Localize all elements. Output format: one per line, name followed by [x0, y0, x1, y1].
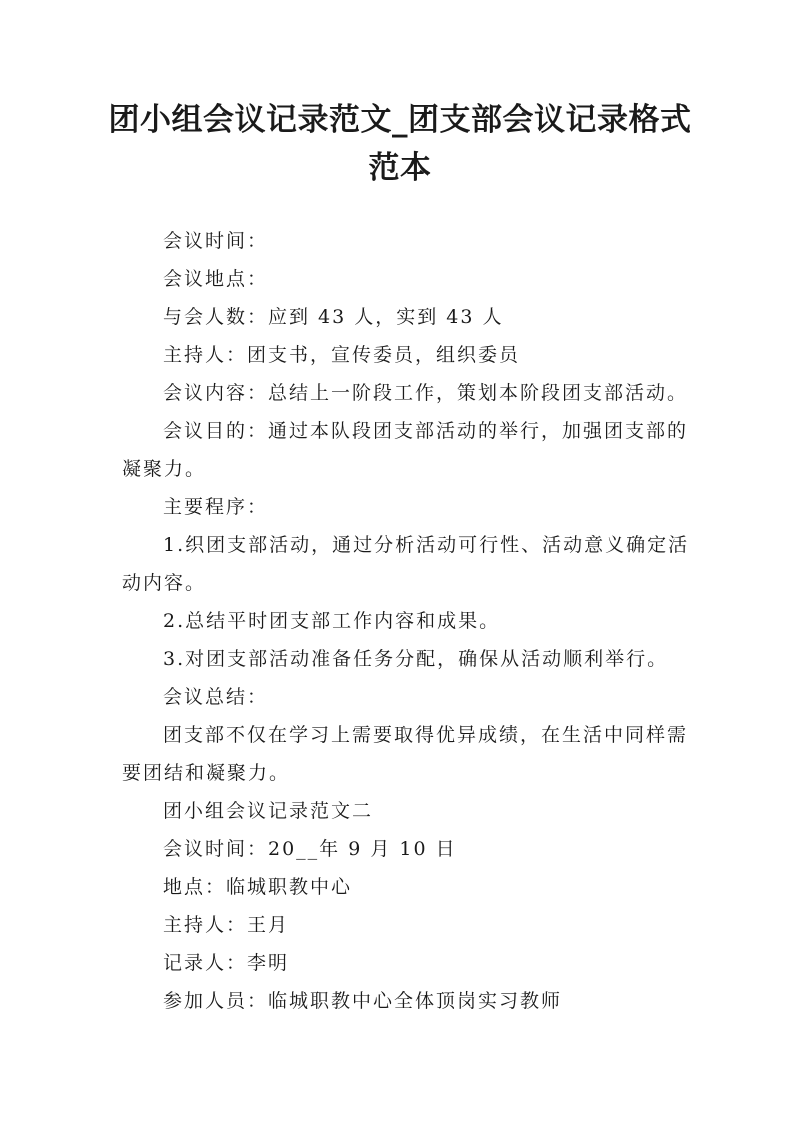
- paragraph-sample-two-heading: 团小组会议记录范文二: [163, 800, 374, 822]
- paragraph-meeting-time: 会议时间：: [163, 230, 269, 252]
- paragraph-main-procedure: 主要程序：: [163, 496, 269, 518]
- paragraph-procedure-2: 2.总结平时团支部工作内容和成果。: [163, 610, 501, 632]
- paragraph-procedure-1: 1.织团支部活动，通过分析活动可行性、活动意义确定活动内容。: [122, 534, 690, 594]
- paragraph-meeting-content: 会议内容：总结上一阶段工作，策划本阶段团支部活动。: [163, 382, 689, 404]
- paragraph-sample-two-host: 主持人：王月: [163, 914, 290, 936]
- document-title: 团小组会议记录范文_团支部会议记录格式范本: [108, 102, 692, 186]
- document-body: [122, 222, 694, 1020]
- paragraph-summary-text: 团支部不仅在学习上需要取得优异成绩，在生活中同样需要团结和凝聚力。: [122, 724, 689, 784]
- paragraph-attendance: 与会人数：应到 43 人，实到 43 人: [163, 306, 504, 328]
- paragraph-procedure-3: 3.对团支部活动准备任务分配，确保从活动顺利举行。: [163, 648, 669, 670]
- paragraph-sample-two-time: 会议时间：20__年 9 月 10 日: [163, 838, 457, 860]
- paragraph-host: 主持人：团支书，宣传委员，组织委员: [163, 344, 521, 366]
- paragraph-meeting-location: 会议地点：: [163, 268, 269, 290]
- paragraph-meeting-purpose: 会议目的：通过本队段团支部活动的举行，加强团支部的凝聚力。: [122, 420, 689, 480]
- paragraph-summary-heading: 会议总结：: [163, 686, 269, 708]
- paragraph-sample-two-participants: 参加人员：临城职教中心全体顶岗实习教师: [163, 990, 563, 1012]
- paragraph-sample-two-recorder: 记录人：李明: [163, 952, 290, 974]
- paragraph-sample-two-location: 地点：临城职教中心: [163, 876, 353, 898]
